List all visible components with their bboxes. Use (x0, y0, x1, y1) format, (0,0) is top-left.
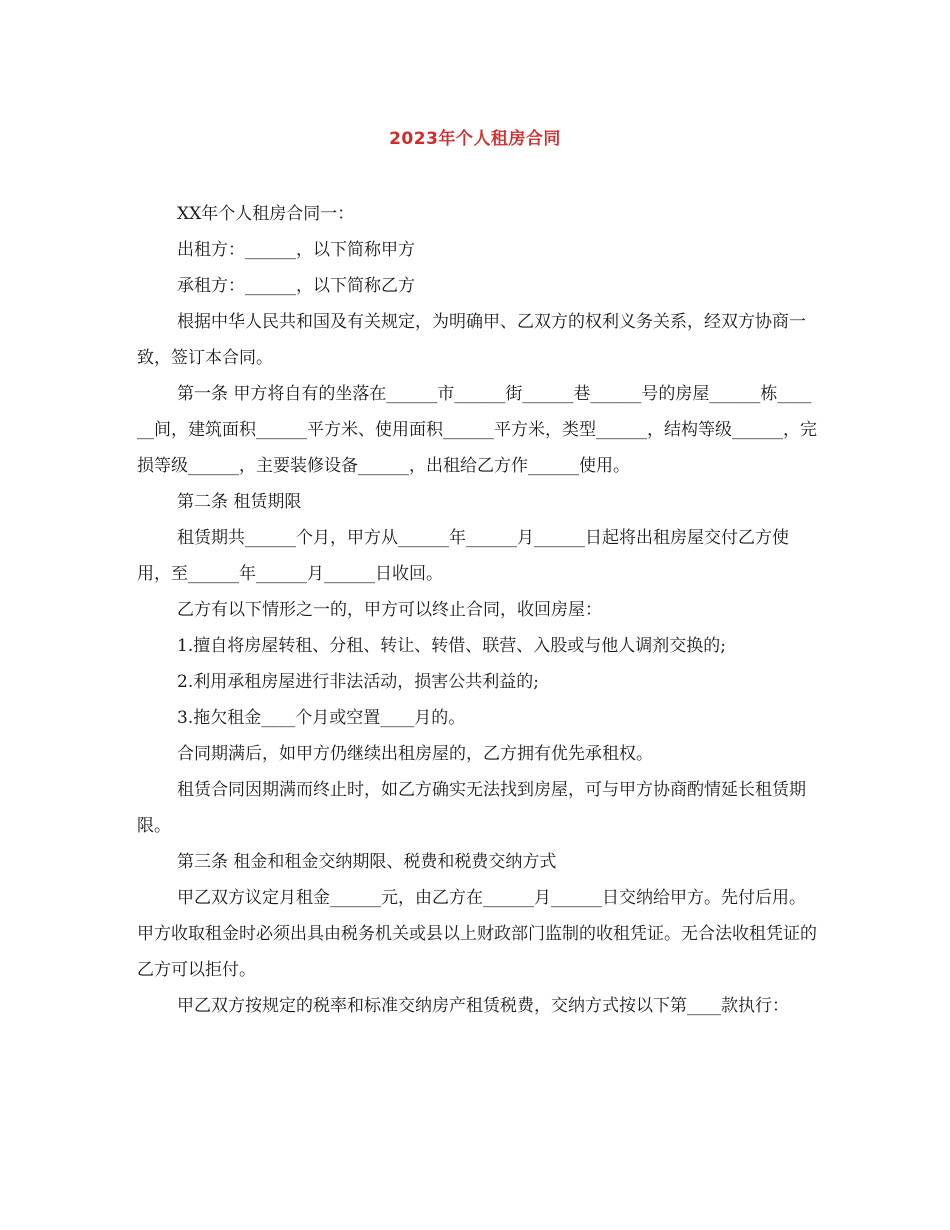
paragraph: 第三条 租金和租金交纳期限、税费和税费交纳方式 (177, 852, 557, 872)
paragraph: 乙方有以下情形之一的，甲方可以终止合同，收回房屋： (177, 600, 602, 620)
paragraph: 甲乙双方议定月租金______元，由乙方在______月______日交纳给甲方。先付后用。甲方收取租金时必须出具由税务机关或县以上财政部门监制的收租凭证。无合法收租凭证的乙方可以拒付。 (137, 888, 817, 980)
paragraph: 根据中华人民共和国及有关规定，为明确甲、乙双方的权利义务关系，经双方协商一致，签订本合同。 (137, 312, 806, 368)
paragraph: 租赁期共______个月，甲方从______年______月______日起将出租房屋交付乙方使用，至______年______月______日收回。 (137, 528, 789, 584)
paragraph: 承租方：______，以下简称乙方 (177, 276, 415, 296)
paragraph: 第一条 甲方将自有的坐落在______市______街______巷______号的房屋______栋______间，建筑面积______平方米、使用面积______平方米，类型______，结构等级______，完损等级______，主要装修设备______，出租给乙方作______使用。 (137, 384, 817, 476)
paragraph: 甲乙双方按规定的税率和标准交纳房产租赁税费，交纳方式按以下第____款执行： (177, 996, 789, 1016)
paragraph: 2.利用承租房屋进行非法活动，损害公共利益的; (177, 672, 539, 692)
document-title: 2023年个人租房合同 (389, 129, 561, 149)
paragraph: 1.擅自将房屋转租、分租、转让、转借、联营、入股或与他人调剂交换的; (177, 636, 726, 656)
paragraph: 出租方：______，以下简称甲方 (177, 240, 415, 260)
document-body (137, 196, 817, 1024)
paragraph: XX年个人租房合同一： (177, 204, 355, 224)
paragraph: 合同期满后，如甲方仍继续出租房屋的，乙方拥有优先承租权。 (177, 744, 653, 764)
paragraph: 3.拖欠租金____个月或空置____月的。 (177, 708, 466, 728)
paragraph: 第二条 租赁期限 (177, 492, 302, 512)
paragraph: 租赁合同因期满而终止时，如乙方确实无法找到房屋，可与甲方协商酌情延长租赁期限。 (137, 780, 806, 836)
